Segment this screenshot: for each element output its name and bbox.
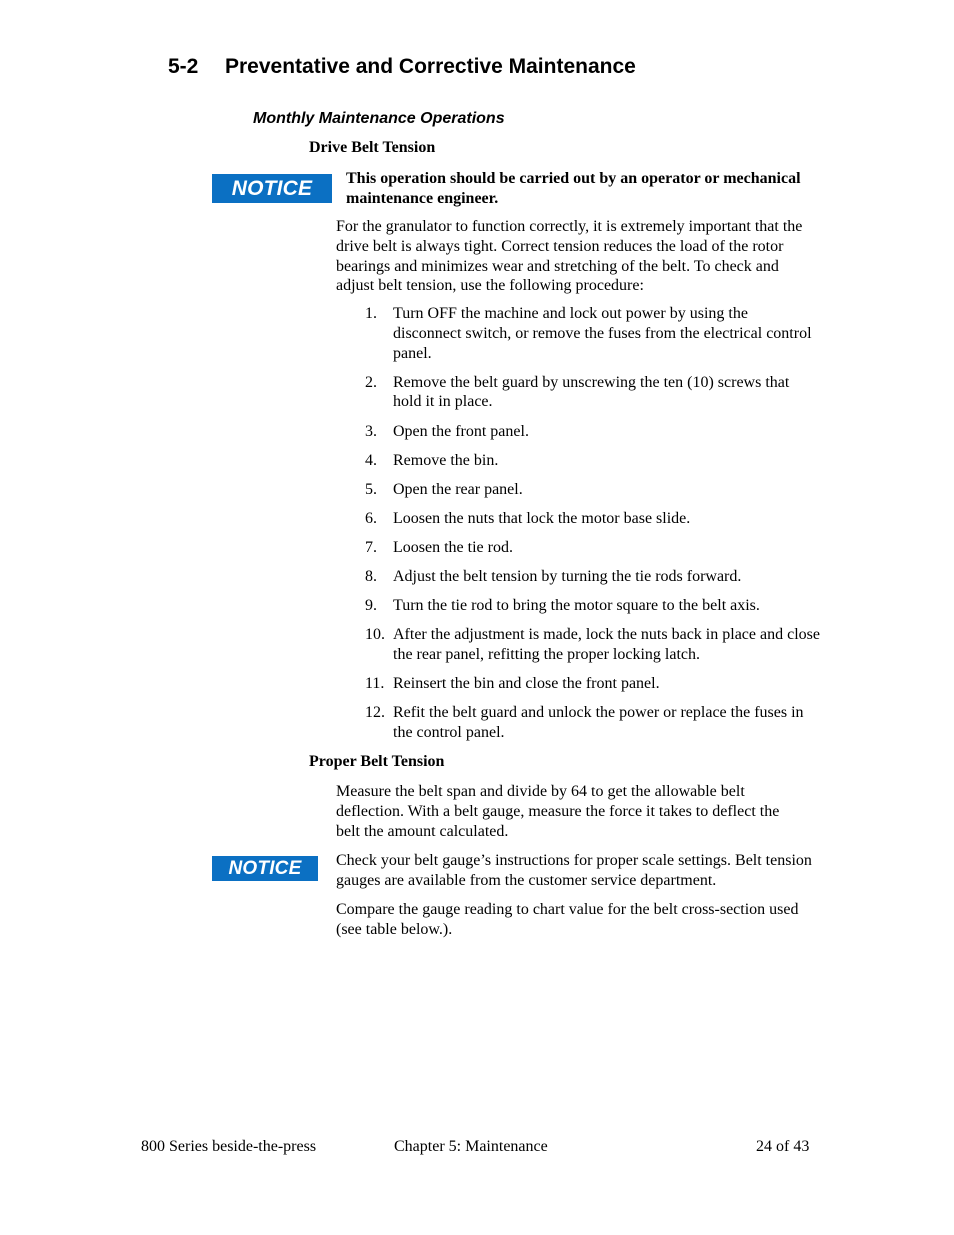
section-title: Preventative and Corrective Maintenance xyxy=(225,55,636,78)
list-item xyxy=(365,596,820,616)
step-text: Reinsert the bin and close the front panel. xyxy=(393,675,660,693)
procedure-list xyxy=(365,304,820,752)
step-text: Refit the belt guard and unlock the power or replace the fuses in the control panel. xyxy=(393,704,804,742)
step-number: 7. xyxy=(365,538,377,556)
list-item xyxy=(365,625,820,665)
step-number: 12. xyxy=(365,704,385,722)
step-text: Turn the tie rod to bring the motor square to the belt axis. xyxy=(393,597,760,615)
step-number: 6. xyxy=(365,509,377,527)
step-text: Remove the belt guard by unscrewing the ten (10) screws that hold it in place. xyxy=(393,373,790,411)
footer-center: Chapter 5: Maintenance xyxy=(394,1138,548,1155)
step-text: Adjust the belt tension by turning the tie rods forward. xyxy=(393,568,742,586)
footer-left: 800 Series beside-the-press xyxy=(141,1138,317,1155)
list-item xyxy=(365,509,820,529)
step-text: Turn OFF the machine and lock out power by using the disconnect switch, or remove the fuses from the electrical control panel. xyxy=(393,305,812,362)
step-text: Remove the bin. xyxy=(393,451,499,469)
step-number: 1. xyxy=(365,305,377,322)
list-item xyxy=(365,567,820,587)
list-item xyxy=(365,538,820,558)
measure-paragraph: Measure the belt span and divide by 64 to get the allowable belt deflection. With a belt gauge, measure the force it takes to deflect the belt the amount calculated. xyxy=(336,783,780,840)
footer-page-number: 24 of 43 xyxy=(756,1138,810,1155)
step-number: 8. xyxy=(365,568,377,586)
step-text: Open the front panel. xyxy=(393,422,529,440)
list-item xyxy=(365,422,820,442)
list-item xyxy=(365,480,820,500)
section-heading xyxy=(168,55,636,79)
step-number: 10. xyxy=(365,626,385,644)
step-number: 11. xyxy=(365,675,385,693)
step-number: 5. xyxy=(365,480,377,498)
drive-belt-heading: Drive Belt Tension xyxy=(309,139,436,156)
step-number: 2. xyxy=(365,373,377,391)
proper-belt-heading: Proper Belt Tension xyxy=(309,753,445,770)
list-item xyxy=(365,373,820,413)
step-text: After the adjustment is made, lock the nuts back in place and close the rear panel, refitting the proper locking latch. xyxy=(393,626,820,664)
compare-paragraph: Compare the gauge reading to chart value for the belt cross-section used (see table below.). xyxy=(336,901,799,938)
notice-badge: NOTICE xyxy=(212,856,318,881)
list-item xyxy=(365,451,820,471)
section-number: 5-2 xyxy=(168,55,199,78)
subsection-title: Monthly Maintenance Operations xyxy=(253,110,505,127)
step-number: 4. xyxy=(365,451,377,469)
notice-badge: NOTICE xyxy=(212,174,332,203)
step-text: Open the rear panel. xyxy=(393,480,523,498)
step-number: 3. xyxy=(365,422,377,440)
notice-text: Check your belt gauge’s instructions for proper scale settings. Belt tension gauges are available from the customer service department. xyxy=(336,852,812,889)
list-item xyxy=(365,703,820,743)
list-item xyxy=(365,674,820,694)
step-number: 9. xyxy=(365,597,377,615)
step-text: Loosen the tie rod. xyxy=(393,538,513,556)
list-item xyxy=(365,304,820,363)
intro-paragraph: For the granulator to function correctly, it is extremely important that the drive belt is always tight. Correct tension reduces the load of the rotor bearings and minimizes wear and stretching of the belt. To check and adjust belt tension, use the following procedure: xyxy=(336,218,803,295)
step-text: Loosen the nuts that lock the motor base slide. xyxy=(393,509,691,527)
notice-text: This operation should be carried out by an operator or mechanical maintenance engineer. xyxy=(346,170,801,207)
